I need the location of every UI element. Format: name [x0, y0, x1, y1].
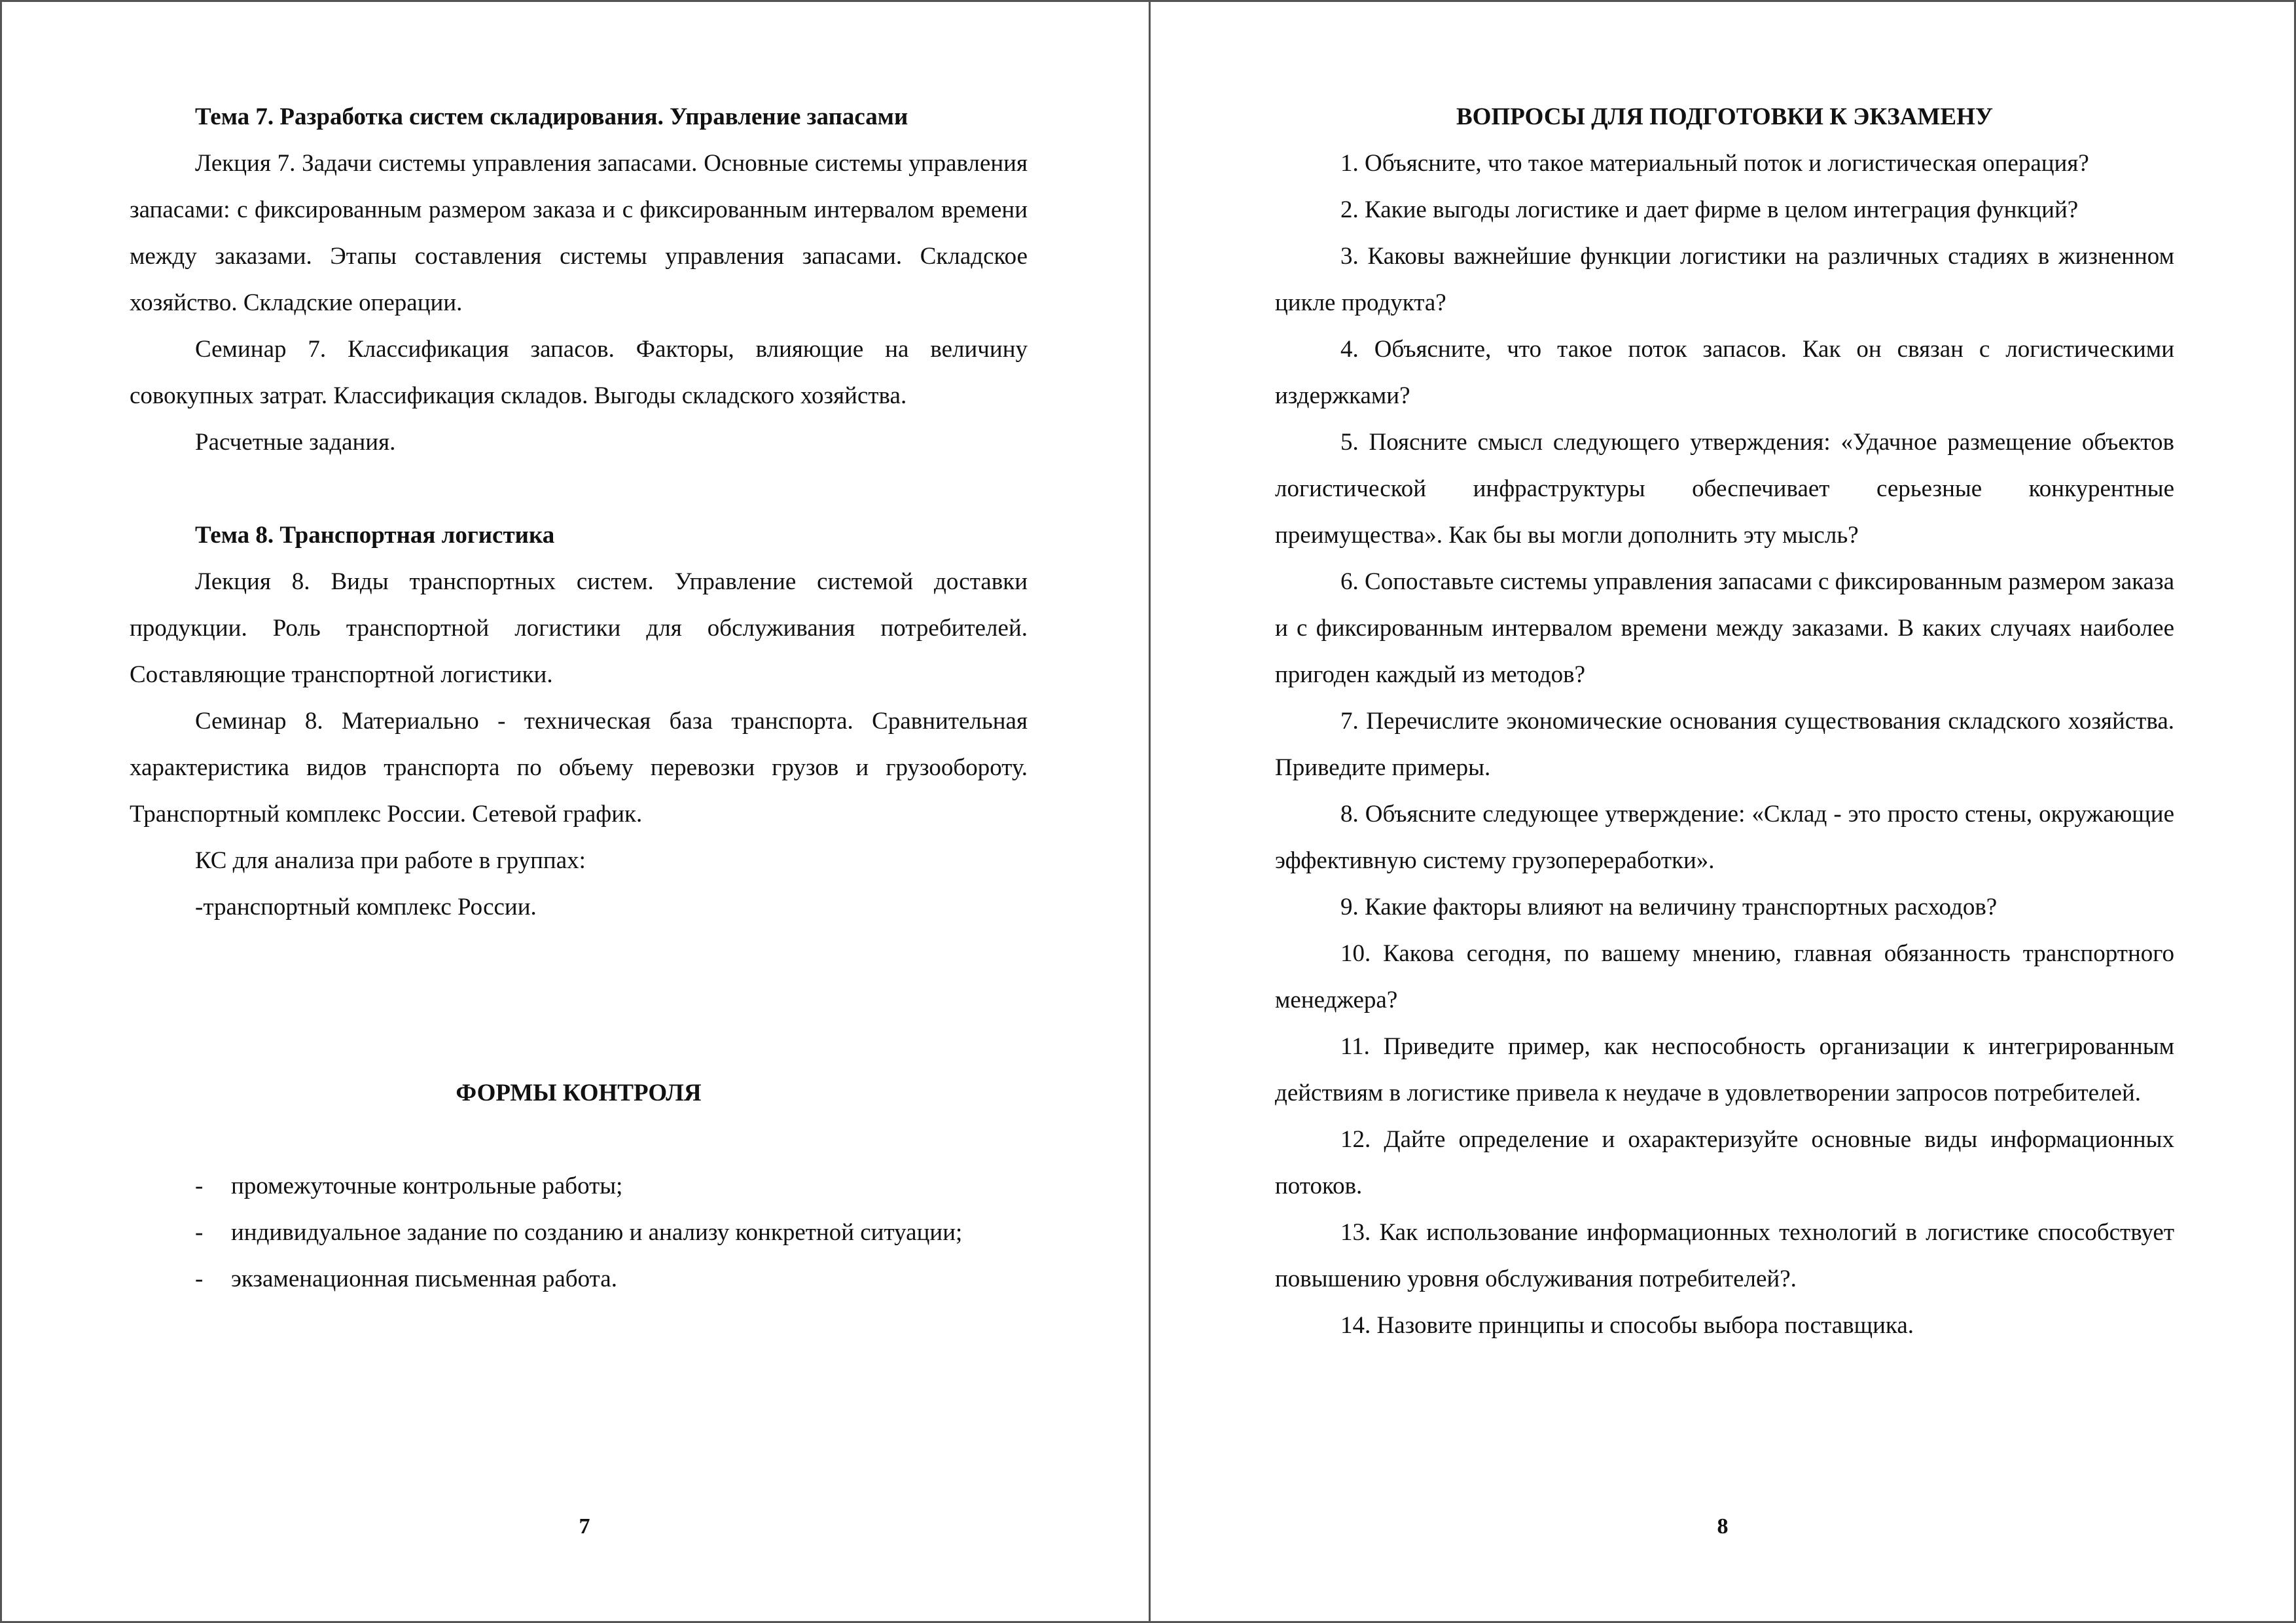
question-9: 9. Какие факторы влияют на величину транспортных расходов?	[1340, 894, 1998, 921]
question-10: 10. Какова сегодня, по вашему мнению, главная обязанность транспортного менеджера?	[1275, 940, 2174, 1013]
bullet-dash: -	[195, 1219, 204, 1246]
question-3: 3. Каковы важнейшие функции логистики на различных стадиях в жизненном цикле продукта?	[1275, 243, 2174, 316]
control-list	[130, 1163, 1028, 1302]
right-page-content	[1275, 94, 2174, 1349]
control-list-item	[130, 1163, 1028, 1209]
topic8-case-item: -транспортный комплекс России.	[195, 894, 537, 921]
left-page	[2, 2, 1149, 1621]
bullet-dash: -	[195, 1266, 204, 1292]
question-11: 11. Приведите пример, как неспособность организации к интегрированным действиям в логистике привела к неудаче в удовлетворении запросов потребителей.	[1275, 1033, 2174, 1106]
page-number-right: 8	[1717, 1514, 1729, 1539]
control-list-item	[130, 1256, 1028, 1302]
control-item-text: экзаменационная письменная работа.	[231, 1266, 617, 1292]
bullet-dash: -	[195, 1173, 204, 1199]
left-page-content	[130, 94, 1028, 1302]
control-list-item	[130, 1209, 1028, 1256]
exam-questions-heading: ВОПРОСЫ ДЛЯ ПОДГОТОВКИ К ЭКЗАМЕНУ	[1456, 103, 1994, 130]
question-14: 14. Назовите принципы и способы выбора поставщика.	[1340, 1312, 1914, 1339]
control-item-text: индивидуальное задание по созданию и анализу конкретной ситуации;	[231, 1219, 963, 1246]
topic7-lecture: Лекция 7. Задачи системы управления запасами. Основные системы управления запасами: с фиксированным размером заказа и с фиксированным интервалом времени между заказами. Этапы составления системы управления запасами. Складское хозяйство. Складские операции.	[130, 150, 1028, 316]
control-heading: ФОРМЫ КОНТРОЛЯ	[456, 1080, 702, 1106]
page-number-left: 7	[579, 1514, 590, 1539]
question-2: 2. Какие выгоды логистике и дает фирме в целом интеграция функций?	[1340, 196, 2079, 223]
topic8-seminar: Семинар 8. Материально - техническая база транспорта. Сравнительная характеристика видов транспорта по объему перевозки грузов и грузообороту. Транспортный комплекс России. Сетевой график.	[130, 708, 1028, 828]
topic8-heading: Тема 8. Транспортная логистика	[195, 522, 555, 549]
topic7-heading: Тема 7. Разработка систем складирования. Управление запасами	[195, 103, 908, 130]
question-4: 4. Объясните, что такое поток запасов. Как он связан с логистическими издержками?	[1275, 336, 2174, 409]
question-5: 5. Поясните смысл следующего утверждения: «Удачное размещение объектов логистической инфраструктуры обеспечивает серьезные конкурентные преимущества». Как бы вы могли дополнить эту мысль?	[1275, 429, 2174, 549]
question-13: 13. Как использование информационных технологий в логистике способствует повышению уровня обслуживания потребителей?.	[1275, 1219, 2174, 1292]
spacer	[130, 930, 1028, 1070]
topic8-case-intro: КС для анализа при работе в группах:	[195, 847, 586, 874]
question-6: 6. Сопоставьте системы управления запасами с фиксированным размером заказа и с фиксированным интервалом времени между заказами. В каких случаях наиболее пригоден каждый из методов?	[1275, 568, 2174, 688]
question-12: 12. Дайте определение и охарактеризуйте основные виды информационных потоков.	[1275, 1126, 2174, 1199]
spacer	[130, 465, 1028, 512]
topic8-lecture: Лекция 8. Виды транспортных систем. Управление системой доставки продукции. Роль транспортной логистики для обслуживания потребителей. Составляющие транспортной логистики.	[130, 568, 1028, 688]
spacer	[130, 1116, 1028, 1163]
question-8: 8. Объясните следующее утверждение: «Склад - это просто стены, окружающие эффективную систему грузопереработки».	[1275, 801, 2174, 874]
topic7-seminar: Семинар 7. Классификация запасов. Факторы, влияющие на величину совокупных затрат. Классификация складов. Выгоды складского хозяйства.	[130, 336, 1028, 409]
right-page	[1151, 2, 2296, 1621]
question-7: 7. Перечислите экономические основания существования складского хозяйства. Приведите примеры.	[1275, 708, 2174, 781]
question-1: 1. Объясните, что такое материальный поток и логистическая операция?	[1340, 150, 2089, 177]
topic7-tasks: Расчетные задания.	[195, 429, 396, 456]
control-item-text: промежуточные контрольные работы;	[231, 1173, 623, 1199]
